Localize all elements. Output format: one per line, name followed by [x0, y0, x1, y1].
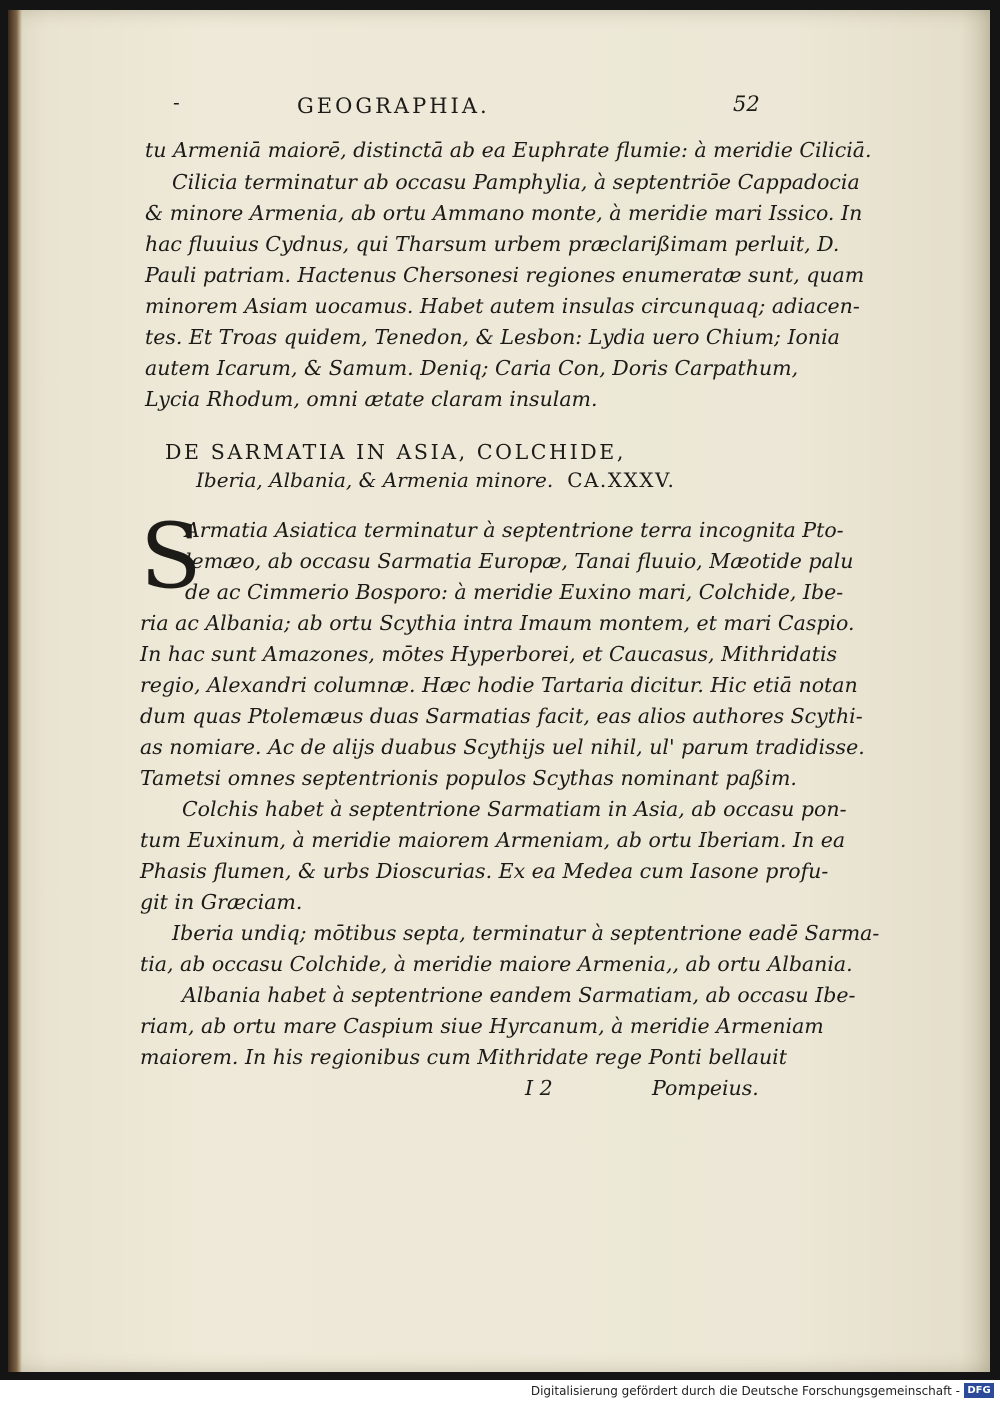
running-head-dash: -: [173, 90, 180, 114]
running-head-title: GEOGRAPHIA.: [297, 94, 490, 118]
text-line: Cilicia terminatur ab occasu Pamphylia, à septentriōe Cappadocia: [172, 170, 860, 194]
text-line: hac fluuius Cydnus, qui Tharsum urbem præclarißimam perluit, D.: [145, 232, 840, 256]
running-head: [165, 90, 765, 122]
chapter-title: DE SARMATIA IN ASIA, COLCHIDE,: [165, 440, 626, 464]
footer-credit: Digitalisierung gefördert durch die Deutsche Forschungsgemeinschaft -: [530, 1384, 960, 1398]
text-line: In hac sunt Amazones, mōtes Hyperborei, et Caucasus, Mithridatis: [140, 642, 838, 666]
dfg-logo: DFG: [964, 1383, 994, 1398]
drop-cap-initial: S: [140, 504, 202, 609]
text-line: Lycia Rhodum, omni ætate claram insulam.: [145, 387, 598, 411]
text-line: riam, ab ortu mare Caspium siue Hyrcanum, à meridie Armeniam: [140, 1014, 824, 1038]
signature-mark: I 2: [525, 1076, 553, 1100]
text-line: Colchis habet à septentrione Sarmatiam in Asia, ab occasu pon-: [182, 797, 847, 821]
text-line: & minore Armenia, ab ortu Ammano monte, à meridie mari Issico. In: [145, 201, 863, 225]
text-line: Armatia Asiatica terminatur à septentrione terra incognita Pto-: [185, 518, 844, 542]
text-line: tu Armeniā maiorē, distinctā ab ea Euphrate flumie: à meridie Ciliciā.: [145, 138, 872, 162]
text-line: minorem Asiam uocamus. Habet autem insulas circunquaq; adiacen-: [145, 294, 860, 318]
text-line: dum quas Ptolemæus duas Sarmatias facit, eas alios authores Scythi-: [140, 704, 863, 728]
text-line: Phasis flumen, & urbs Dioscurias. Ex ea Medea cum Iasone profu-: [140, 859, 829, 883]
footer-bar: [0, 1380, 1000, 1403]
text-line: tia, ab occasu Colchide, à meridie maiore Armenia,, ab ortu Albania.: [140, 952, 853, 976]
chapter-subtitle-text: Iberia, Albania, & Armenia minore.: [196, 468, 554, 492]
text-line: ria ac Albania; ab ortu Scythia intra Imaum montem, et mari Caspio.: [140, 611, 855, 635]
text-line: as nomiare. Ac de alijs duabus Scythijs uel nihil, ul' parum tradidisse.: [140, 735, 865, 759]
catchword: Pompeius.: [652, 1076, 759, 1100]
text-line: autem Icarum, & Samum. Deniq; Caria Con, Doris Carpathum,: [145, 356, 799, 380]
chapter-number: CA.XXXV.: [567, 468, 676, 492]
text-line: lemæo, ab occasu Sarmatia Europæ, Tanai fluuio, Mæotide palu: [185, 549, 854, 573]
text-line: de ac Cimmerio Bosporo: à meridie Euxino mari, Colchide, Ibe-: [185, 580, 844, 604]
text-line: Pauli patriam. Hactenus Chersonesi regiones enumeratæ sunt, quam: [145, 263, 865, 287]
text-line: tes. Et Troas quidem, Tenedon, & Lesbon: Lydia uero Chium; Ionia: [145, 325, 840, 349]
text-line: regio, Alexandri columnæ. Hæc hodie Tartaria dicitur. Hic etiā notan: [140, 673, 858, 697]
text-line: tum Euxinum, à meridie maiorem Armeniam, ab ortu Iberiam. In ea: [140, 828, 846, 852]
text-line: Iberia undiq; mōtibus septa, terminatur à septentrione eadē Sarma-: [172, 921, 880, 945]
chapter-subtitle: [196, 468, 675, 492]
folio-number: 52: [733, 92, 760, 116]
text-line: Albania habet à septentrione eandem Sarmatiam, ab occasu Ibe-: [182, 983, 856, 1007]
text-line: git in Græciam.: [140, 890, 303, 914]
text-line: maiorem. In his regionibus cum Mithridate rege Ponti bellauit: [140, 1045, 787, 1069]
text-line: Tametsi omnes septentrionis populos Scythas nominant paßim.: [140, 766, 797, 790]
